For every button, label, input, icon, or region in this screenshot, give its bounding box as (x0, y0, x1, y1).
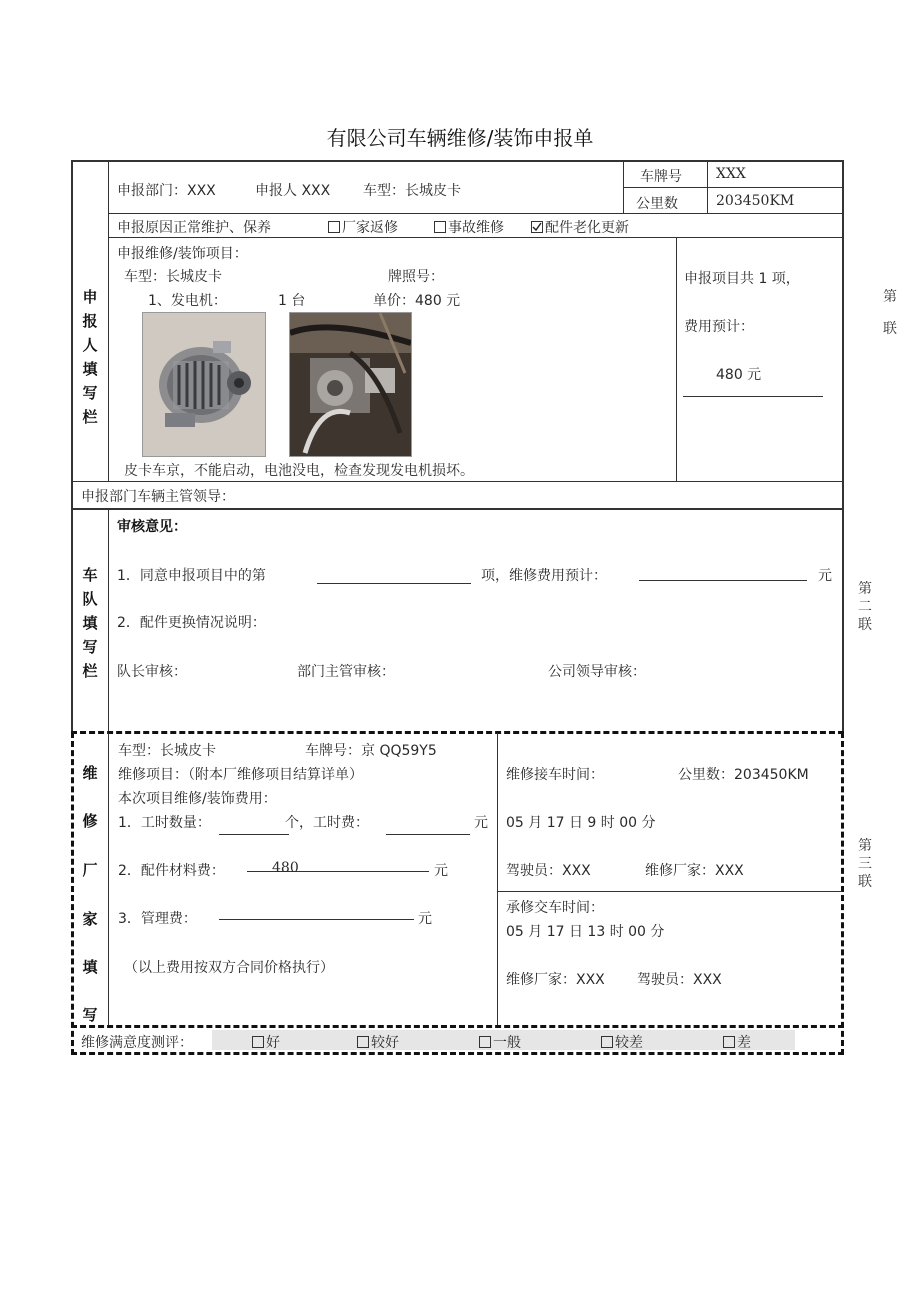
satisfaction-label: 维修满意度测评： (81, 1035, 193, 1051)
opinion-title: 审核意见： (117, 519, 187, 535)
summary-count: 申报项目共 1 项， (684, 271, 800, 287)
labor-qty-label: 1．工时数量： (118, 815, 211, 831)
frame-top (71, 160, 844, 162)
satisfaction-option-average[interactable]: 一般 (479, 1032, 521, 1052)
fault-description: 皮卡车京，不能启动，电池没电，检查发现发电机损坏。 (124, 463, 474, 479)
satisfaction-option-bad[interactable]: 差 (723, 1032, 751, 1052)
item-qty: 1 台 (278, 293, 306, 309)
labor-fee-field[interactable] (386, 834, 470, 835)
item-price: 单价：480 元 (373, 293, 461, 309)
parts-fee-value: 480 (272, 860, 299, 876)
delivery-time: 05 月 17 日 13 时 00 分 (506, 924, 665, 940)
labor-fee-label: 个，工时费： (285, 815, 369, 831)
items-label: 申报维修/装饰项目： (117, 246, 248, 262)
factory-project: 维修项目：（附本厂维修项目结算详单） (118, 767, 363, 783)
approved-item-field[interactable] (317, 583, 471, 584)
pickup-mileage: 公里数：203450KM (678, 767, 809, 783)
captain-review: 队长审核： (117, 664, 187, 680)
frame-left (71, 160, 73, 732)
engine-bay-photo (289, 312, 412, 457)
opinion-line1-b: 项，维修费用预计： (481, 568, 607, 584)
factory-frame-left (71, 732, 74, 1055)
summary-cost-label: 费用预计： (684, 319, 754, 335)
reason-label: 申报原因正常维护、保养 (117, 220, 271, 236)
checkbox-icon (601, 1036, 613, 1048)
parts-fee-label: 2．配件材料费： (118, 863, 225, 879)
mileage-label: 公里数 (636, 196, 678, 212)
estimated-cost-field[interactable] (639, 580, 807, 581)
item-plate: 牌照号： (388, 269, 444, 285)
form-title: 有限公司车辆维修/装饰申报单 (326, 126, 594, 150)
factory-cost-title: 本次项目维修/装饰费用： (118, 791, 277, 807)
item-name: 1、发电机： (148, 293, 227, 309)
labor-qty-field[interactable] (219, 834, 289, 835)
contract-note: （以上费用按双方合同价格执行） (124, 960, 334, 976)
factory-model: 车型：长城皮卡 (118, 743, 216, 759)
checkbox-icon (479, 1036, 491, 1048)
opinion-line1-unit: 元 (818, 568, 832, 584)
delivery-time-label: 承修交车时间： (506, 900, 604, 916)
pickup-time-label: 维修接车时间： (506, 767, 604, 783)
satisfaction-option-poor[interactable]: 较差 (601, 1032, 643, 1052)
reason-option-factory[interactable]: 厂家返修 (328, 217, 398, 237)
checkbox-icon (723, 1036, 735, 1048)
labor-unit: 元 (474, 815, 488, 831)
factory-frame-bottom (71, 1052, 844, 1055)
reason-option-accident[interactable]: 事故维修 (434, 217, 504, 237)
opinion-line1-a: 1．同意申报项目中的第 (117, 568, 266, 584)
mgmt-fee-unit: 元 (418, 911, 432, 927)
supervisor-label: 申报部门车辆主管领导： (81, 489, 235, 505)
parts-fee-unit: 元 (434, 863, 448, 879)
satisfaction-option-fairly-good[interactable]: 较好 (357, 1032, 399, 1052)
pickup-factory: 维修厂家：XXX (645, 863, 744, 879)
mgmt-fee-field[interactable] (219, 919, 414, 920)
reason-option-aging[interactable]: 配件老化更新 (531, 217, 629, 237)
plate-label: 车牌号 (640, 169, 682, 185)
opinion-line2: 2．配件更换情况说明： (117, 615, 266, 631)
item-model: 车型：长城皮卡 (124, 269, 222, 285)
plate-value: XXX (716, 166, 746, 182)
frame-right (842, 160, 844, 732)
mileage-value: 203450KM (716, 193, 795, 209)
pickup-time: 05 月 17 日 9 时 00 分 (506, 815, 656, 831)
company-leader-review: 公司领导审核： (548, 664, 646, 680)
checkbox-icon (328, 221, 340, 233)
factory-plate: 车牌号：京 QQ59Y5 (305, 743, 437, 759)
checkbox-icon (434, 221, 446, 233)
factory-frame-top (71, 731, 844, 734)
satisfaction-option-good[interactable]: 好 (252, 1032, 280, 1052)
delivery-factory: 维修厂家：XXX (506, 972, 605, 988)
mgmt-fee-label: 3．管理费： (118, 911, 197, 927)
pickup-driver: 驾驶员：XXX (506, 863, 591, 879)
factory-frame-right (841, 732, 844, 1055)
applicant-person: 申报人 XXX (255, 183, 331, 199)
delivery-driver: 驾驶员：XXX (637, 972, 722, 988)
checked-checkbox-icon (531, 221, 543, 233)
summary-cost-value: 480 元 (716, 367, 762, 383)
dept-head-review: 部门主管审核： (297, 664, 395, 680)
checkbox-icon (357, 1036, 369, 1048)
applicant-dept: 申报部门：XXX (117, 183, 216, 199)
vehicle-model: 车型：长城皮卡 (363, 183, 461, 199)
checkbox-icon (252, 1036, 264, 1048)
alternator-photo (142, 312, 266, 457)
